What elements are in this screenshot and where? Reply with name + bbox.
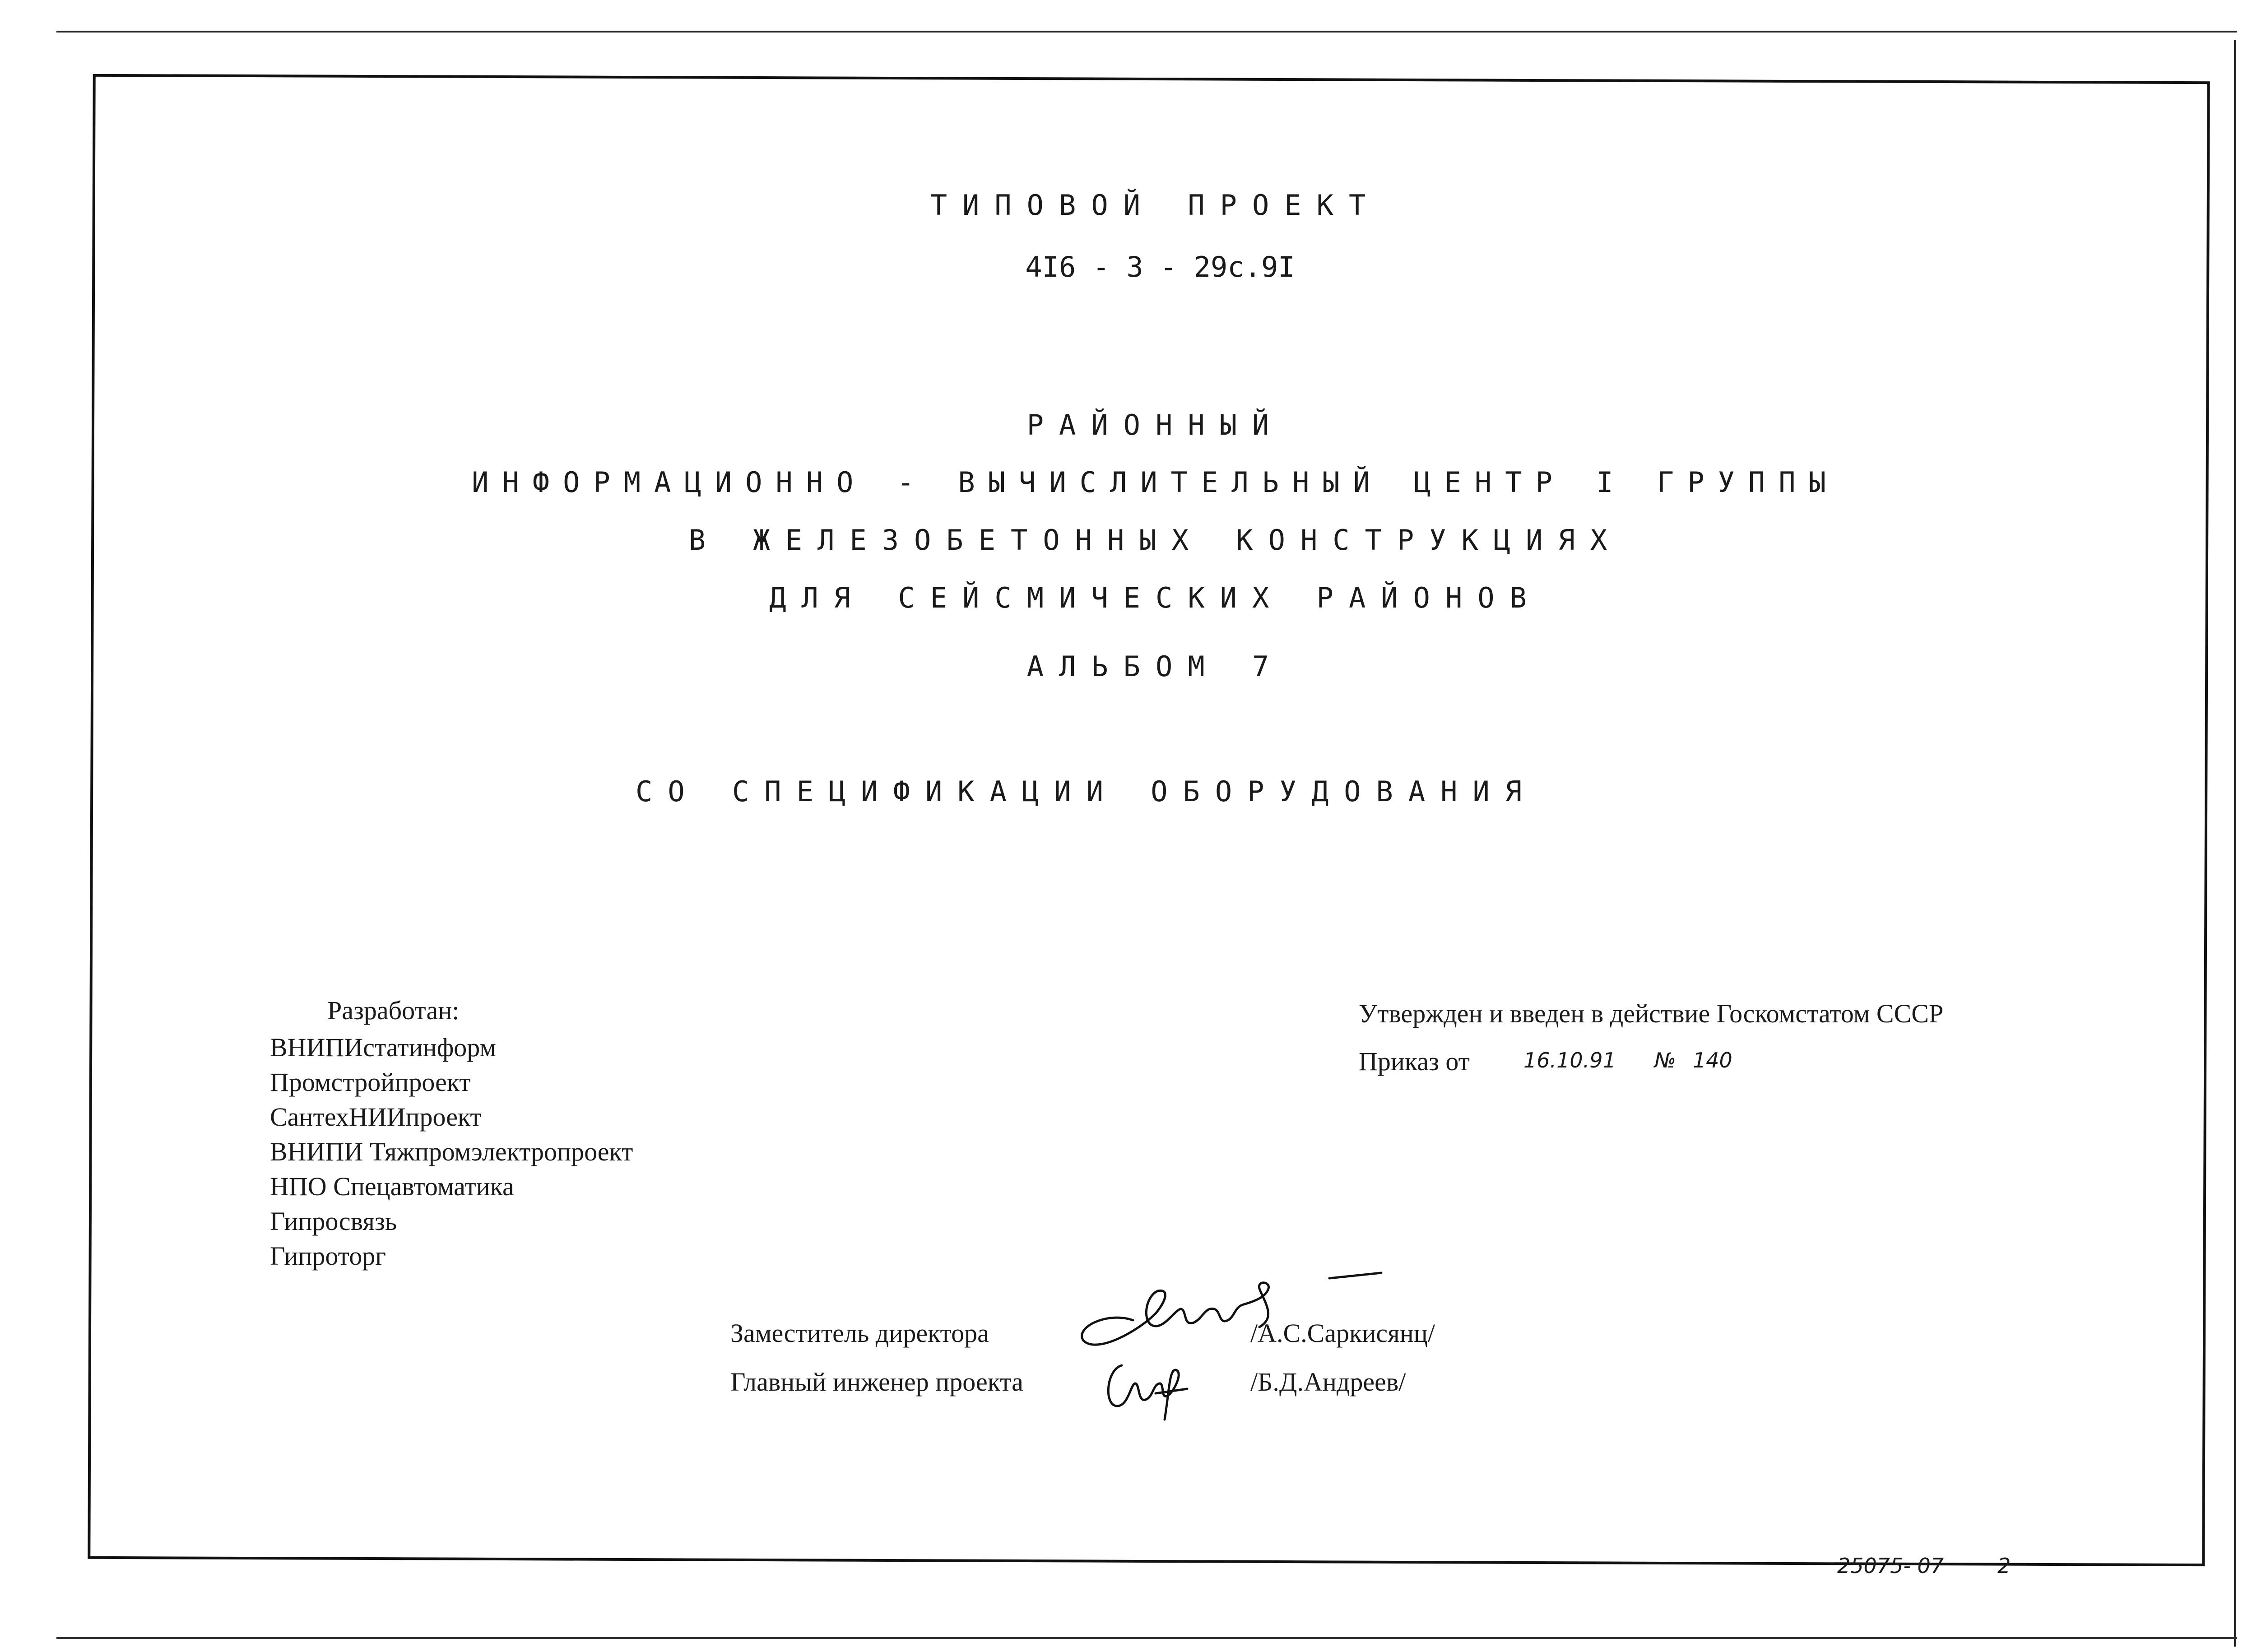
- signature-role-deputy-director: Заместитель директора: [730, 1318, 989, 1348]
- outer-top-border: [56, 31, 2237, 32]
- developer-org: ВНИПИ Тяжпромэлектропроект: [270, 1137, 633, 1166]
- developer-org: ВНИПИстатинформ: [270, 1033, 497, 1062]
- signature-chief-engineer: [1097, 1356, 1196, 1424]
- order-label: Приказ от: [1359, 1047, 1470, 1076]
- signer-name-chief-engineer: /Б.Д.Андреев/: [1250, 1367, 1406, 1397]
- developer-org: Гипроторг: [270, 1241, 386, 1271]
- developer-org: Промстройпроект: [270, 1067, 471, 1097]
- order-number-label: №: [1654, 1048, 1676, 1072]
- album-label: АЛЬБОМ 7: [1026, 650, 1285, 683]
- document-type-title: ТИПОВОЙ ПРОЕКТ: [930, 189, 1381, 222]
- order-date: 16.10.91: [1523, 1048, 1616, 1072]
- outer-right-border: [2234, 40, 2236, 1647]
- signature-role-chief-engineer: Главный инженер проекта: [730, 1367, 1023, 1397]
- sheet-number: 2: [1997, 1554, 2011, 1578]
- title-line-3: В ЖЕЛЕЗОБЕТОННЫХ КОНСТРУКЦИЯХ: [688, 524, 1623, 557]
- developer-list: [270, 1030, 633, 1273]
- section-title: СО СПЕЦИФИКАЦИИ ОБОРУДОВАНИЯ: [636, 775, 1537, 808]
- title-line-1: РАЙОННЫЙ: [1026, 408, 1285, 441]
- title-line-4: ДЛЯ СЕЙСМИЧЕСКИХ РАЙОНОВ: [769, 581, 1542, 614]
- outer-bottom-border: [56, 1637, 2237, 1639]
- order-number: 140: [1693, 1048, 1732, 1072]
- document-inventory-number: 25075- 07: [1837, 1554, 1944, 1578]
- developed-by-label: Разработан:: [327, 996, 460, 1025]
- developer-org: Гипросвязь: [270, 1207, 397, 1236]
- developer-org: НПО Спецавтоматика: [270, 1172, 514, 1201]
- title-line-2: ИНФОРМАЦИОННО - ВЫЧИСЛИТЕЛЬНЫЙ ЦЕНТР I ГРУППЫ: [472, 466, 1839, 499]
- project-code: 4I6 - 3 - 29с.9I: [1025, 251, 1295, 283]
- developer-org: СантехНИИпроект: [270, 1102, 482, 1132]
- approval-text: Утвержден и введен в действие Госкомстатом СССР: [1359, 999, 1944, 1028]
- signer-name-deputy-director: /А.С.Саркисянц/: [1250, 1318, 1435, 1348]
